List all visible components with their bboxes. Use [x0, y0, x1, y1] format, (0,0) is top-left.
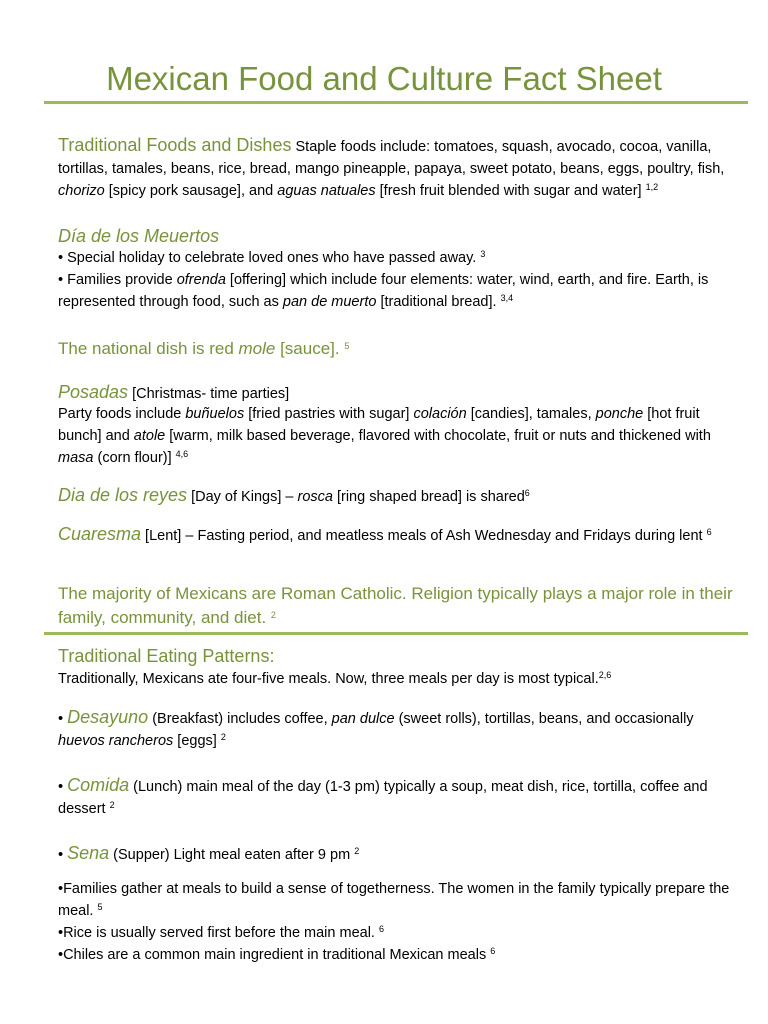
- posadas-text-b: [fried pastries with sugar]: [244, 406, 414, 422]
- religion-statement: [58, 582, 738, 630]
- term-ofrenda: ofrenda: [176, 272, 226, 288]
- religion-ref: 2: [270, 610, 276, 620]
- meal-fact-ref: 6: [379, 924, 385, 934]
- comida-label: Comida: [67, 775, 130, 795]
- meal-fact-text: •Chiles are a common main ingredient in traditional Mexican meals: [58, 947, 487, 963]
- bullet: •: [58, 711, 68, 727]
- meal-fact-item: [58, 944, 738, 966]
- meal-facts-list: [58, 878, 738, 966]
- term-atole: atole: [133, 428, 166, 444]
- dia-muertos-bullet-2-text-a: • Families provide: [58, 272, 177, 288]
- meal-fact-ref: 6: [490, 946, 496, 956]
- comida-ref: 2: [109, 800, 115, 810]
- term-mole: mole: [238, 339, 276, 358]
- dia-de-los-reyes-heading: Dia de los reyes: [58, 485, 188, 505]
- posadas-ref: 4,6: [175, 449, 189, 459]
- dia-muertos-bullet-1-text: • Special holiday to celebrate loved ones who have passed away.: [58, 250, 477, 266]
- religion-text: The majority of Mexicans are Roman Catholic. Religion typically plays a major role in their family, community, and diet.: [58, 584, 733, 627]
- term-colacion: colación: [413, 406, 467, 422]
- dia-de-los-muertos-title: Día de los Meuertos: [58, 226, 220, 246]
- national-dish-text-a: The national dish is red: [58, 339, 239, 358]
- cuaresma-ref: 6: [706, 527, 712, 537]
- meal-fact-text: •Rice is usually served first before the main meal.: [58, 925, 375, 941]
- desayuno-text-a: (Breakfast) includes coffee,: [148, 711, 332, 727]
- foods-text-3: [fresh fruit blended with sugar and water]: [375, 183, 642, 199]
- meal-fact-item: [58, 922, 738, 944]
- bullet: •: [58, 847, 68, 863]
- desayuno-ref: 2: [220, 732, 226, 742]
- eating-patterns-heading: Traditional Eating Patterns:: [58, 646, 275, 666]
- desayuno-text-c: [eggs]: [173, 733, 217, 749]
- reyes-text-b: [ring shaped bread] is shared: [332, 489, 525, 505]
- dia-muertos-bullet-2-text-c: [traditional bread].: [376, 294, 497, 310]
- foods-reference: 1,2: [645, 182, 659, 192]
- national-dish-line: [58, 338, 738, 360]
- foods-text-2: [spicy pork sausage], and: [104, 183, 278, 199]
- desayuno-label: Desayuno: [67, 707, 149, 727]
- meal-fact-item: [58, 878, 738, 922]
- desayuno-text-b: (sweet rolls), tortillas, beans, and occasionally: [394, 711, 694, 727]
- page-title: Mexican Food and Culture Fact Sheet: [106, 60, 662, 97]
- reyes-ref: 6: [524, 488, 530, 498]
- posadas-text-e: [warm, milk based beverage, flavored with chocolate, fruit or nuts and thickened with: [165, 428, 711, 444]
- eating-patterns-intro: [58, 668, 738, 690]
- term-masa: masa: [58, 450, 94, 466]
- eating-patterns-intro-text: Traditionally, Mexicans ate four-five meals. Now, three meals per day is most typical.: [58, 671, 599, 687]
- foods-term-aguas: aguas natuales: [277, 183, 376, 199]
- posadas-text-d: [hot fruit bunch] and: [58, 406, 700, 444]
- dia-muertos-bullet-1-ref: 3: [480, 249, 486, 259]
- eating-patterns-intro-ref: 2,6: [598, 670, 612, 680]
- meal-fact-text: •Families gather at meals to build a sense of togetherness. The women in the family typically prepare the meal.: [58, 881, 730, 919]
- cuaresma-section: [58, 523, 738, 547]
- dia-muertos-bullet-2-ref: 3,4: [500, 293, 514, 303]
- dia-muertos-bullet-1: [58, 247, 738, 269]
- dia-muertos-bullet-2: [58, 269, 738, 313]
- posadas-heading: Posadas: [58, 382, 129, 402]
- desayuno-bullet: [58, 706, 738, 752]
- traditional-foods-section: [58, 134, 738, 202]
- national-dish-ref: 5: [344, 341, 350, 351]
- traditional-foods-heading: Traditional Foods and Dishes: [58, 135, 292, 155]
- foods-text-1: Staple foods include: tomatoes, squash, avocado, cocoa, vanilla, tortillas, tamales, beans, rice, bread, mango pineapple, papaya, sweet potato, beans, eggs, poultry, fish,: [58, 139, 725, 177]
- national-dish-text-b: [sauce].: [275, 339, 340, 358]
- sena-bullet: [58, 842, 738, 866]
- term-ponche: ponche: [595, 406, 644, 422]
- sena-ref: 2: [354, 846, 360, 856]
- term-rosca: rosca: [297, 489, 333, 505]
- reyes-text-a: [Day of Kings] –: [187, 489, 298, 505]
- posadas-heading-line: [58, 381, 738, 405]
- dia-muertos-bullet-2-text-b: [offering] which include four elements: water, wind, earth, and fire. Earth, is represented through food, such as: [58, 272, 709, 310]
- term-pan-de-muerto: pan de muerto: [282, 294, 377, 310]
- bullet: •: [58, 779, 68, 795]
- posadas-foods: [58, 403, 738, 469]
- term-huevos-rancheros: huevos rancheros: [58, 733, 174, 749]
- posadas-text-c: [candies], tamales,: [466, 406, 596, 422]
- sena-label: Sena: [67, 843, 110, 863]
- cuaresma-text: [Lent] – Fasting period, and meatless meals of Ash Wednesday and Fridays during lent: [141, 528, 703, 544]
- comida-bullet: [58, 774, 738, 820]
- term-bunuelos: buñuelos: [185, 406, 245, 422]
- term-pan-dulce: pan dulce: [331, 711, 395, 727]
- foods-term-chorizo: chorizo: [58, 183, 105, 199]
- meal-fact-ref: 5: [97, 902, 103, 912]
- title-divider: [44, 101, 748, 104]
- comida-text: (Lunch) main meal of the day (1-3 pm) typically a soup, meat dish, rice, tortilla, coffee and dessert: [58, 779, 708, 817]
- posadas-subheading: [Christmas- time parties]: [128, 386, 290, 402]
- sena-text: (Supper) Light meal eaten after 9 pm: [109, 847, 351, 863]
- posadas-text-a: Party foods include: [58, 406, 186, 422]
- section-divider: [44, 632, 748, 635]
- dia-de-los-reyes-line: [58, 484, 738, 508]
- dia-de-los-muertos-heading: [58, 225, 738, 247]
- posadas-text-f: (corn flour)]: [93, 450, 172, 466]
- cuaresma-heading: Cuaresma: [58, 524, 142, 544]
